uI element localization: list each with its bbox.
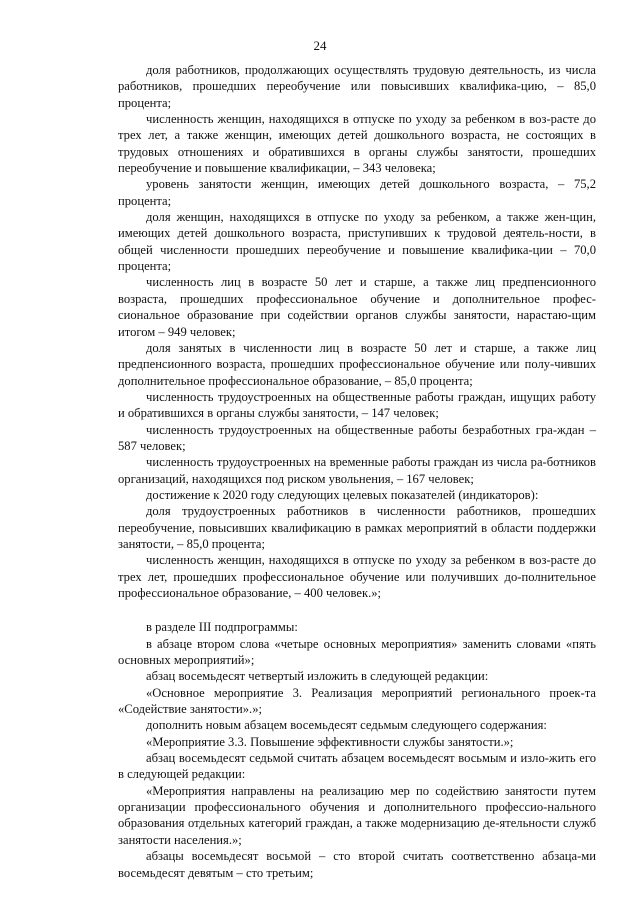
paragraph: в разделе III подпрограммы: — [146, 620, 298, 635]
paragraph: численность лиц в возрасте 50 лет и старше, а также лиц предпенсионного возраста, прошедших профессиональное обучение и дополнительное профес-сиональное образование при содействии органов службы занятости, нарастаю-щим итогом – 949 человек; — [118, 275, 596, 339]
paragraph: абзац восемьдесят четвертый изложить в следующей редакции: — [146, 669, 489, 684]
paragraph: численность трудоустроенных на общественные работы граждан, ищущих работу и обратившихся в органы службы занятости, – 147 человек; — [118, 389, 596, 421]
page-number: 24 — [313, 38, 327, 53]
paragraph: численность женщин, находящихся в отпуске по уходу за ребенком в воз-расте до трех лет, а также женщин, имеющих детей дошкольного возраста, не состоящих в трудовых отношениях и обратившихся в органы службы занятости, прошедших переобучение и повышение квалификации, – 343 человека; — [118, 112, 596, 176]
paragraph: дополнить новым абзацем восемьдесят седьмым следующего содержания: — [146, 718, 547, 733]
paragraph: численность трудоустроенных на общественные работы безработных гра-ждан – 587 человек; — [118, 422, 596, 453]
paragraph: абзац восемьдесят седьмой считать абзацем восемьдесят восьмым и изло-жить его в следующей редакции: — [118, 751, 596, 782]
paragraph: достижение к 2020 году следующих целевых показателей (индикаторов): — [146, 487, 539, 502]
paragraph: «Мероприятия направлены на реализацию мер по содействию занятости путем организации профессионального обучения и дополнительного профессио-нального образования отдельных категорий граждан, а также модернизацию де-ятельности служб занятости населения.»; — [118, 783, 596, 847]
paragraph: абзацы восемьдесят восьмой – сто второй считать соответственно абзаца-ми восемьдесят девятым – сто третьим; — [118, 849, 596, 880]
paragraph: численность трудоустроенных на временные работы граждан из числа ра-ботников организаций, находящихся под риском увольнения, – 167 человек; — [118, 455, 596, 486]
paragraph: численность женщин, находящихся в отпуске по уходу за ребенком в воз-расте до трех лет, прошедших профессиональное обучение или получивших до-полнительное профессиональное образование, – 400 человек.»; — [118, 553, 596, 600]
paragraph: «Мероприятие 3.3. Повышение эффективности службы занятости.»; — [146, 734, 514, 749]
document-body — [118, 62, 596, 881]
paragraph: доля женщин, находящихся в отпуске по уходу за ребенком, а также жен-щин, имеющих детей дошкольного возраста, приступивших к трудовой деятель-ности, в общей численности прошедших переобучение и повышение квалифика-ции – 70,0 процента; — [118, 210, 596, 274]
paragraph: доля занятых в численности лиц в возрасте 50 лет и старше, а также лиц предпенсионного возраста, прошедших профессиональное обучение или полу-чивших дополнительное профессиональное образование, – 85,0 процента; — [118, 340, 596, 388]
paragraph: доля трудоустроенных работников в численности работников, прошедших переобучение, повысивших квалификацию в рамках мероприятий в области поддержки занятости, – 85,0 процента; — [118, 504, 596, 551]
paragraph: «Основное мероприятие 3. Реализация мероприятий регионального проек-та «Содействие занятости».»; — [118, 685, 596, 717]
paragraph: доля работников, продолжающих осуществлять трудовую деятельность, из числа работников, прошедших переобучение или повысивших квалифика-цию, – 85,0 процента; — [118, 63, 596, 110]
paragraph-gap — [118, 601, 596, 619]
paragraph: уровень занятости женщин, имеющих детей дошкольного возраста, – 75,2 процента; — [118, 177, 596, 208]
paragraph: в абзаце втором слова «четыре основных мероприятия» заменить словами «пять основных мероприятий»; — [118, 636, 596, 668]
